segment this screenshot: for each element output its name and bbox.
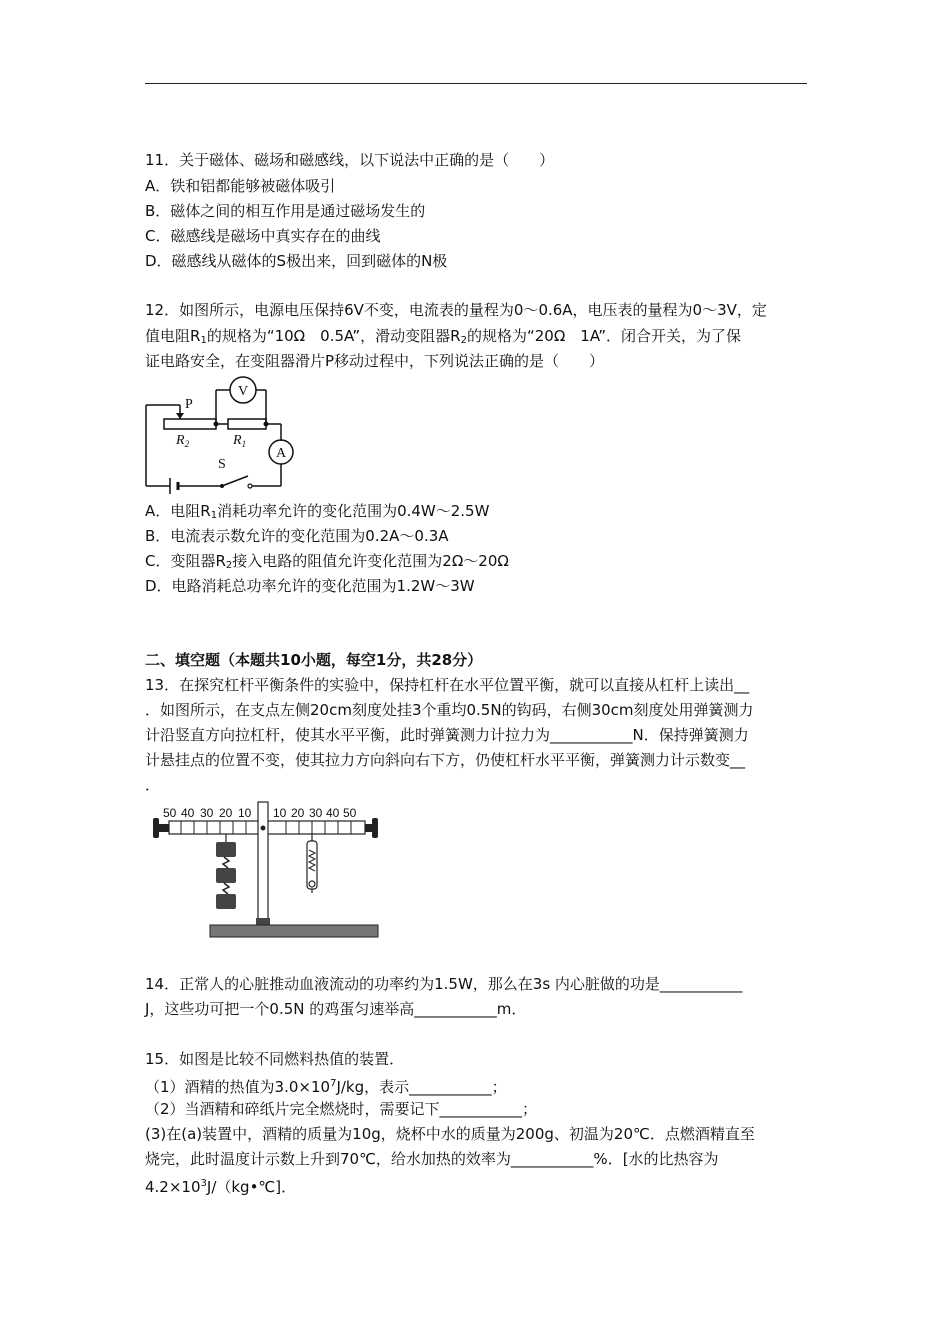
battery-icon bbox=[170, 478, 178, 494]
q12-option-b: B．电流表示数允许的变化范围为0.2A～0.3A bbox=[145, 527, 449, 545]
q13-line1: 13．在探究杠杆平衡条件的实验中，保持杠杆在水平位置平衡，就可以直接从杠杆上读出__ bbox=[145, 676, 750, 694]
switch-label-s: S bbox=[218, 457, 226, 472]
q12-option-d: D．电路消耗总功率允许的变化范围为1.2W～3W bbox=[145, 577, 475, 595]
q13-line4: 计悬挂点的位置不变，使其拉力方向斜向右下方，仍使杠杆水平平衡，弹簧测力计示数变__ bbox=[145, 751, 746, 769]
q15-part2: （2）当酒精和碎纸片完全燃烧时，需要记下___________； bbox=[145, 1100, 538, 1118]
ruler-right-50: 50 bbox=[343, 806, 357, 820]
circuit-diagram bbox=[140, 375, 310, 495]
stand-base bbox=[210, 925, 378, 937]
q11-option-d: D．磁感线从磁体的S极出来，回到磁体的N极 bbox=[145, 252, 448, 270]
switch-contact-dot bbox=[248, 484, 252, 488]
stand-foot-block bbox=[256, 918, 270, 925]
ruler-left-20: 20 bbox=[219, 806, 233, 820]
right-end-nut-icon bbox=[372, 818, 378, 838]
slider-label-p: P bbox=[185, 397, 193, 412]
slider-arrow-icon bbox=[176, 413, 184, 419]
ruler-right-10: 10 bbox=[273, 806, 287, 820]
hook-weights-icon bbox=[216, 834, 236, 909]
q15-part3-line3: $4.2\times 10^3J/(kg•℃]$． bbox=[145, 1178, 297, 1196]
q15-stem: 15．如图是比较不同燃料热值的装置． bbox=[145, 1050, 405, 1068]
fulcrum-pivot-icon bbox=[261, 826, 266, 831]
q14-line1: 14．正常人的心脏推动血液流动的功率约为1.5W，那么在3s 内心脏做的功是___________ bbox=[145, 975, 743, 993]
ammeter-icon: A bbox=[276, 446, 287, 461]
ruler-right-40: 40 bbox=[326, 806, 340, 820]
q13-line2: ．如图所示，在支点左侧20cm刻度处挂3个重均0.5N的钩码，右侧30cm刻度处用弹簧测力 bbox=[145, 701, 754, 719]
left-end-nut-icon bbox=[153, 818, 159, 838]
q11-option-b: B．磁体之间的相互作用是通过磁场发生的 bbox=[145, 202, 426, 220]
switch-pivot-dot bbox=[220, 484, 224, 488]
r2-label: $R_2$ bbox=[176, 433, 190, 449]
section2-title: 二、填空题（本题共10小题，每空1分，共28分） bbox=[145, 651, 483, 669]
q12-stem-line2: 值电阻$R_1$的规格为“10Ω 0.5A”，滑动变阻器$R_2$的规格为“20Ω 1A”．闭合开关，为了保 bbox=[145, 327, 742, 346]
q13-line3: 计沿竖直方向拉杠杆，使其水平平衡，此时弹簧测力计拉力为___________N．保持弹簧测力 bbox=[145, 726, 749, 744]
junction-dot-right bbox=[264, 422, 269, 427]
q15-part3-line2: 烧完，此时温度计示数上升到70℃，给水加热的效率为___________%．[水的比热容为 bbox=[145, 1150, 719, 1168]
ruler-right-20: 20 bbox=[291, 806, 305, 820]
q12-stem-line1: 12．如图所示，电源电压保持6V不变，电流表的量程为0～0.6A，电压表的量程为0～3V，定 bbox=[145, 301, 767, 319]
q12-option-c: C．变阻器$R_2$接入电路的阻值允许变化范围为2Ω～20Ω bbox=[145, 552, 509, 571]
q15-part3-line1: (3)在(a)装置中，酒精的质量为10g，烧杯中水的质量为200g、初温为20℃．点燃酒精直至 bbox=[145, 1125, 755, 1143]
q13-line5: ． bbox=[145, 776, 161, 794]
junction-dot-left bbox=[214, 422, 219, 427]
spring-scale-icon bbox=[307, 834, 317, 893]
q15-part1: （1）酒精的热值为$3.0\times 10^7J/kg$，表示___________； bbox=[145, 1078, 507, 1096]
q11-option-c: C．磁感线是磁场中真实存在的曲线 bbox=[145, 227, 381, 245]
q11-stem: 11．关于磁体、磁场和磁感线，以下说法中正确的是（ ） bbox=[145, 151, 555, 169]
voltmeter-icon: V bbox=[238, 384, 249, 399]
r1-label: $R_1$ bbox=[233, 433, 247, 449]
lever-apparatus-diagram bbox=[150, 798, 382, 944]
ruler-left-50: 50 bbox=[163, 806, 177, 820]
q12-option-a: A．电阻$R_1$消耗功率允许的变化范围为0.4W～2.5W bbox=[145, 502, 490, 521]
ruler-left-30: 30 bbox=[200, 806, 214, 820]
left-end-nut-icon bbox=[159, 824, 169, 832]
ruler-left-10: 10 bbox=[238, 806, 252, 820]
q11-option-a: A．铁和铝都能够被磁体吸引 bbox=[145, 177, 336, 195]
header-rule bbox=[145, 83, 807, 84]
q12-stem-line3: 证电路安全，在变阻器滑片P移动过程中，下列说法正确的是（ ） bbox=[145, 352, 605, 370]
support-stand-pole bbox=[258, 802, 268, 924]
q14-line2: J，这些功可把一个0.5N 的鸡蛋匀速举高___________m． bbox=[145, 1000, 527, 1018]
ruler-right-30: 30 bbox=[309, 806, 323, 820]
ruler-left-40: 40 bbox=[181, 806, 195, 820]
